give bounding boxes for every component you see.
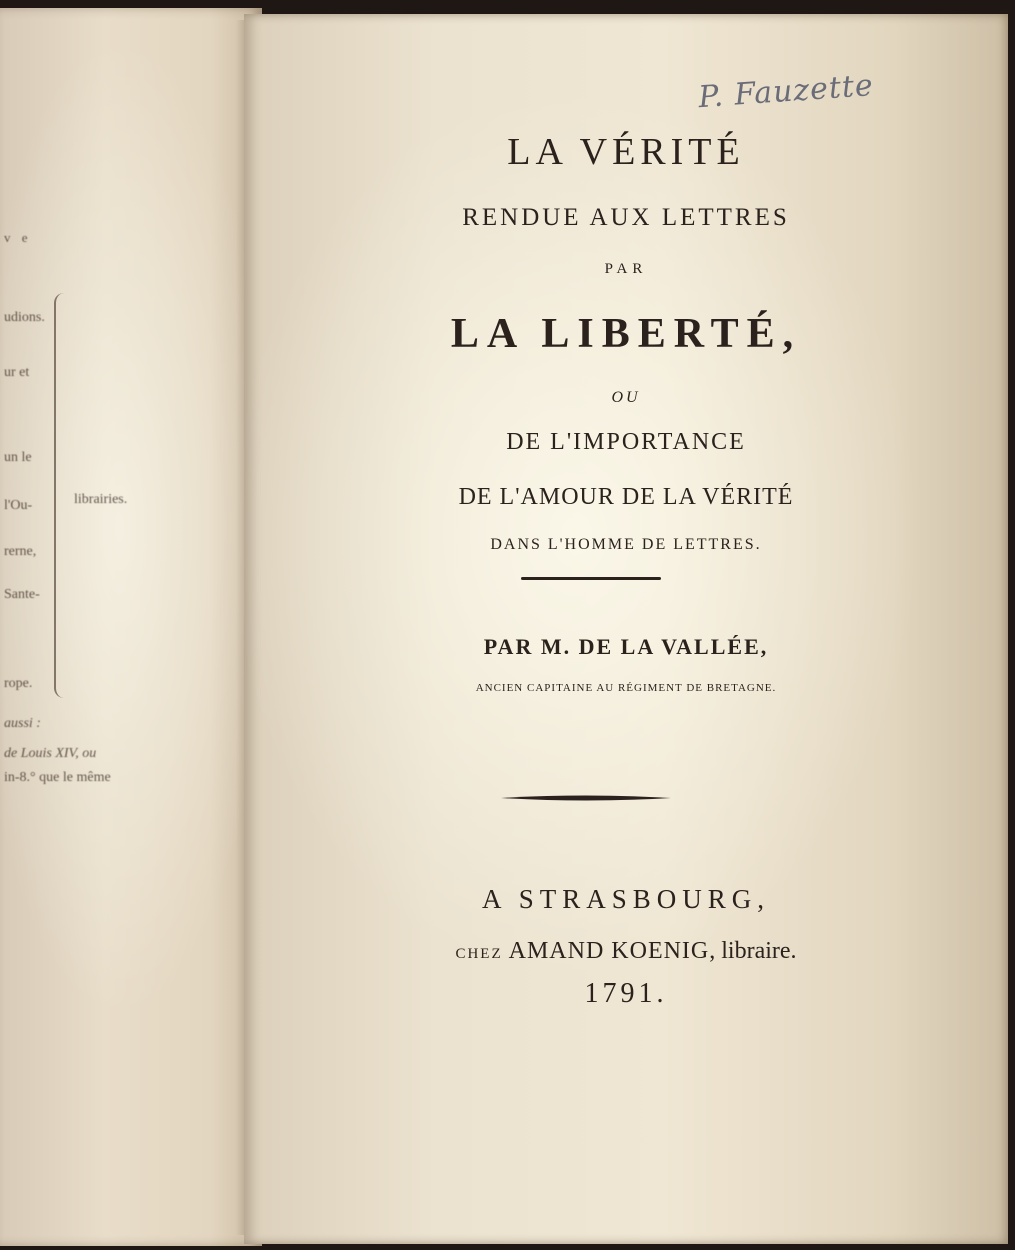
left-page-fragment: librairies.: [74, 492, 128, 507]
left-page-fragment: udions.: [4, 310, 45, 325]
publisher-name: AMAND KOENIG: [508, 938, 710, 964]
publisher-line: [244, 938, 1008, 965]
handwritten-signature: P. Fauzette: [697, 68, 875, 116]
left-page: [0, 8, 262, 1246]
ou-label: OU: [611, 389, 641, 406]
left-page-fragment: l'Ou-: [4, 498, 33, 513]
left-page-fragment: un le: [4, 450, 32, 465]
publication-year: 1791.: [584, 978, 668, 1009]
title-page: [244, 14, 1008, 1244]
left-page-fragment: de Louis XIV, ou: [4, 746, 97, 761]
divider-rule: [521, 577, 661, 580]
left-page-fragment: Sante-: [4, 587, 40, 602]
par-label: PAR: [604, 261, 648, 277]
author-line: PAR M. DE LA VALLÉE,: [483, 634, 769, 659]
publisher-prefix: CHEZ: [455, 946, 503, 962]
left-page-brace: [54, 293, 68, 698]
subtitle-line-4: DANS L'HOMME DE LETTRES.: [490, 536, 762, 553]
left-page-fragment: v e: [4, 230, 32, 245]
left-page-fragment: ur et: [4, 365, 30, 380]
main-title: LA VÉRITÉ: [507, 131, 745, 173]
ornament-rule: [501, 794, 671, 802]
left-page-fragment: aussi :: [4, 716, 41, 731]
publisher-suffix: , libraire.: [709, 938, 797, 964]
left-page-fragment: in-8.° que le même: [4, 770, 111, 785]
subtitle-line-3: DE L'AMOUR DE LA VÉRITÉ: [458, 484, 794, 510]
left-page-fragment: rope.: [4, 676, 33, 691]
left-page-fragment: rerne,: [4, 544, 37, 559]
subtitle-line-1: RENDUE AUX LETTRES: [462, 204, 790, 231]
city-line: A STRASBOURG,: [481, 884, 771, 914]
secondary-title: LA LIBERTÉ,: [450, 311, 802, 357]
author-title: ANCIEN CAPITAINE AU RÉGIMENT DE BRETAGNE.: [475, 682, 777, 694]
subtitle-line-2: DE L'IMPORTANCE: [506, 429, 746, 455]
